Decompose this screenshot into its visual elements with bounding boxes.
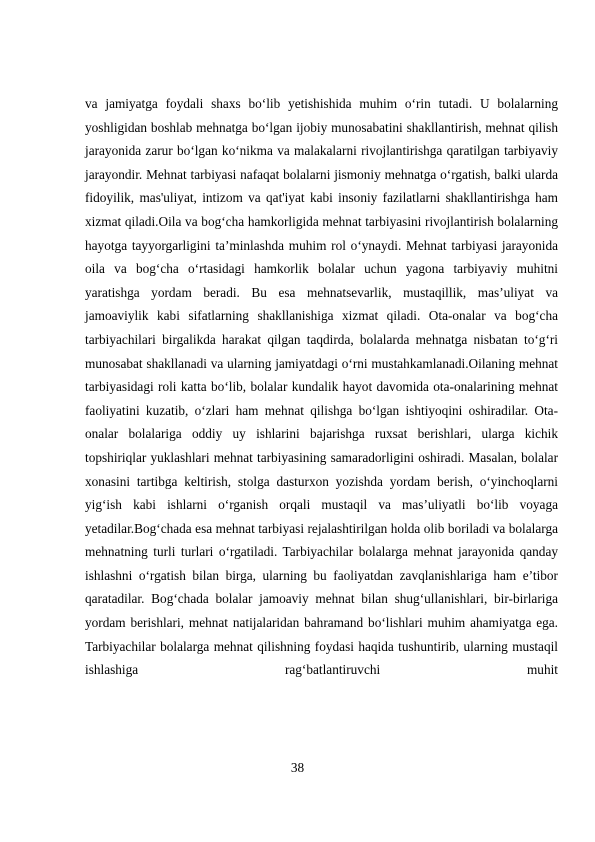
page-number: 38 (290, 760, 305, 775)
body-paragraph: va jamiyatga foydali shaxs bo‘lib yetishishida muhim o‘rin tutadi. U bolalarning yoshligidan boshlab mehnatga bo‘lgan ijobiy munosabatini shakllantirish, mehnat qilish jarayonida zarur bo‘lgan ko‘nikma va malakalarni rivojlantirishga qaratilgan tarbiyaviy jarayondir. Mehnat tarbiyasi nafaqat bolalarni jismoniy mehnatga o‘rgatish, balki ularda fidoyilik, mas'uliyat, intizom va qat'iyat kabi insoniy fazilatlarni shakllantirishga ham xizmat qiladi.Oila va bog‘cha hamkorligida mehnat tarbiyasini rivojlantirish bolalarning hayotga tayyorgarligini ta’minlashda muhim rol o‘ynaydi. Mehnat tarbiyasi jarayonida oila va bog‘cha o‘rtasidagi hamkorlik bolalar uchun yagona tarbiyaviy muhitni yaratishga yordam beradi. Bu esa mehnatsevarlik, mustaqillik, mas’uliyat va jamoaviylik kabi sifatlarning shakllanishiga xizmat qiladi. Ota-onalar va bog‘cha tarbiyachilari birgalikda harakat qilgan taqdirda, bolalarda mehnatga nisbatan to‘g‘ri munosabat shakllanadi va ularning jamiyatdagi o‘rni mustahkamlanadi.Oilaning mehnat tarbiyasidagi roli katta bo‘lib, bolalar kundalik hayot davomida ota-onalarining mehnat faoliyatini kuzatib, o‘zlari ham mehnat qilishga bo‘lgan ishtiyoqini oshiradilar. Ota-onalar bolalariga oddiy uy ishlarini bajarishga ruxsat berishlari, ularga kichik topshiriqlar yuklashlari mehnat tarbiyasining samaradorligini oshiradi. Masalan, bolalar xonasini tartibga keltirish, stolga dasturxon yozishda yordam berish, o‘yinchoqlarni yig‘ish kabi ishlarni o‘rganish orqali mustaqil va mas’uliyatli bo‘lib voyaga yetadilar.Bog‘chada esa mehnat tarbiyasi rejalashtirilgan holda olib boriladi va bolalarga mehnatning turli turlari o‘rgatiladi. Tarbiyachilar bolalarga mehnat jarayonida qanday ishlashni o‘rgatish bilan birga, ularning bu faoliyatdan zavqlanishlariga ham e’tibor qaratadilar. Bog‘chada bolalar jamoaviy mehnat bilan shug‘ullanishlari, bir-birlariga yordam berishlari, mehnat natijalaridan bahramand bo‘lishlari muhim ahamiyatga ega. Tarbiyachilar bolalarga mehnat qilishning foydasi haqida tushuntirib, ularning mustaqil ishlashiga rag‘batlantiruvchi muhit (85, 96, 558, 678)
